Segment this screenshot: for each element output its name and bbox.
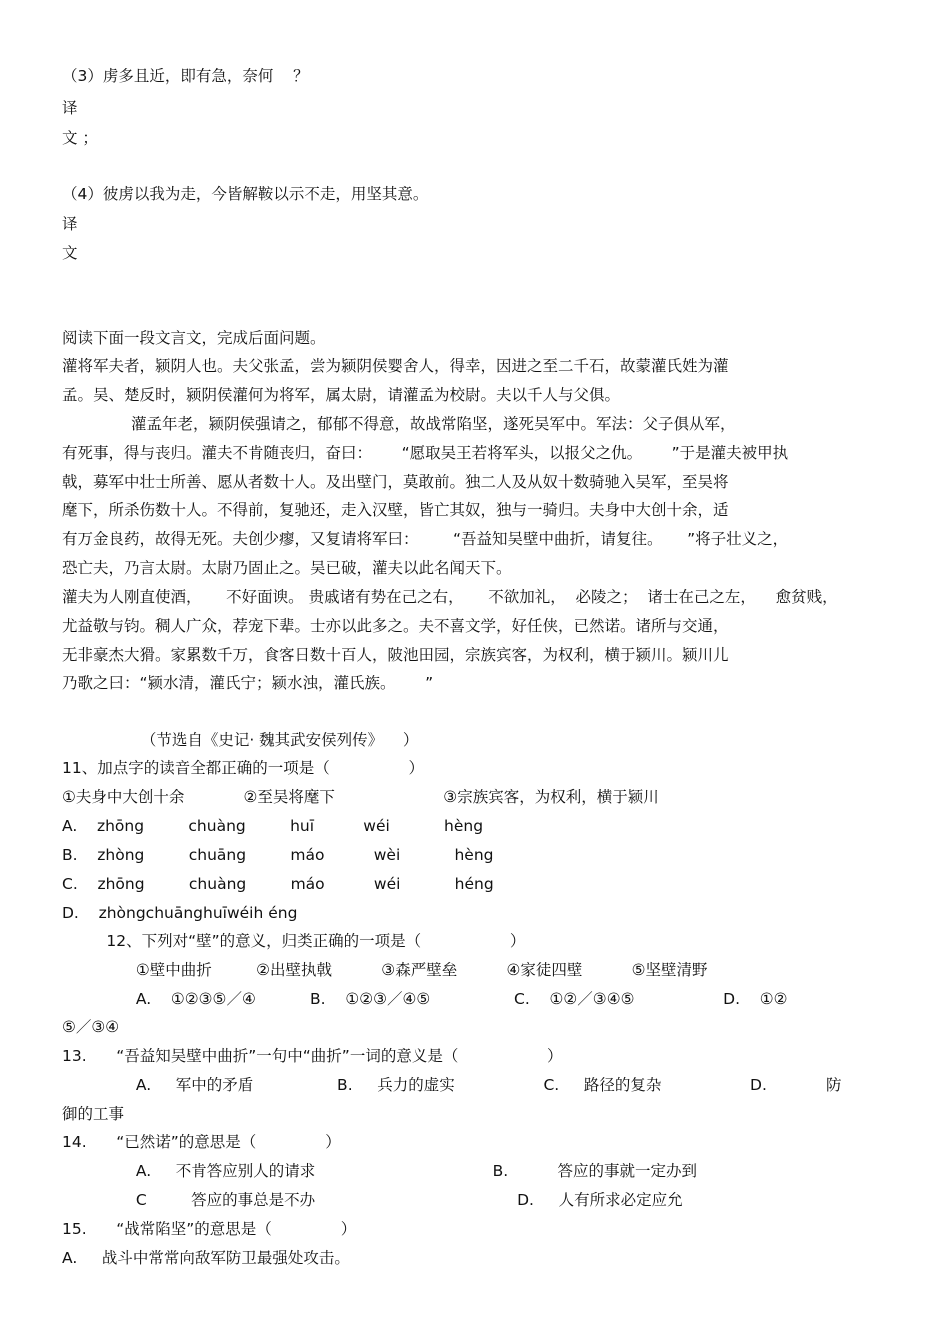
q11-option-d: D. zhòngchuānghuīwéih éng <box>62 904 298 922</box>
passage-line: 麾下，所杀伤数十人。不得前，复驰还，走入汉壁，皆亡其奴，独与一骑归。夫身中大创十余，适 <box>62 501 729 519</box>
passage-line: 有万金良药，故得无死。夫创少瘳，又复请将军曰： “吾益知吴壁中曲折，请复往。 ”将子壮义之， <box>62 530 789 548</box>
passage-line: 灌孟年老，颍阴侯强请之，郁郁不得意，故战常陷坚，遂死吴军中。军法：父子俱从军， <box>62 415 736 433</box>
passage-line: 有死事，得与丧归。灌夫不肯随丧归，奋曰： “愿取吴王若将军头，以报父之仇。 ”于是灌夫被甲执 <box>62 444 789 462</box>
q11-items: ①夫身中大创十余 ②至吴将麾下 ③宗族宾客，为权利，横于颍川 <box>62 788 659 806</box>
passage-line: 无非豪杰大猾。家累数千万，食客日数十百人，陂池田园，宗族宾客，为权利，横于颍川。颍川儿 <box>62 646 729 664</box>
q12-items: ①壁中曲折 ②出壁执戟 ③森严壁垒 ④家徒四壁 ⑤坚壁清野 <box>62 961 708 979</box>
passage-line: 孟。吴、楚反时，颍阴侯灌何为将军，属太尉，请灌孟为校尉。夫以千人与父俱。 <box>62 386 621 404</box>
q13-options-wrap: 御的工事 <box>62 1105 125 1123</box>
q11-option-a: A. zhōng chuàng huī wéi hèng <box>62 817 484 835</box>
q13-stem: 13. “吾益知吴壁中曲折”一句中“曲折”一词的意义是（ ） <box>62 1047 563 1065</box>
reading-instruction: 阅读下面一段文言文，完成后面问题。 <box>62 329 326 347</box>
passage-line: 灌夫为人刚直使酒， 不好面谀。 贵戚诸有势在己之右， 不欲加礼， 必陵之； 诸士在己之左， 愈贫贱， <box>62 588 838 606</box>
passage-line: 戟，募军中壮士所善、愿从者数十人。及出壁门，莫敢前。独二人及从奴十数骑驰入吴军，至吴将 <box>62 473 729 491</box>
q4-translation-label-1: 译 <box>62 215 78 233</box>
q14-options-ab: A. 不肯答应别人的请求 B. 答应的事就一定办到 <box>62 1162 698 1180</box>
q14-options-cd: C 答应的事总是不办 D. 人有所求必定应允 <box>62 1191 683 1209</box>
q3-translation-label-1: 译 <box>62 99 78 117</box>
q3-translation-label-2: 文 ； <box>62 129 98 147</box>
q11-option-b: B. zhòng chuāng máo wèi hèng <box>62 846 494 864</box>
q3-sentence: （3）虏多且近，即有急，奈何 ？ <box>62 67 309 85</box>
q12-options: A. ①②③⑤／④ B. ①②③／④⑤ C. ①②／③④⑤ D. ①② <box>62 990 788 1008</box>
q12-options-wrap: ⑤／③④ <box>62 1018 120 1036</box>
passage-line: 灌将军夫者，颍阴人也。夫父张孟，尝为颍阴侯婴舍人，得幸，因进之至二千石，故蒙灌氏姓为灌 <box>62 357 729 375</box>
q4-translation-label-2: 文 <box>62 244 78 262</box>
passage-source: （节选自《史记· 魏其武安侯列传》 ） <box>62 731 419 749</box>
passage-line: 恐亡夫，乃言太尉。太尉乃固止之。吴已破，灌夫以此名闻天下。 <box>62 559 512 577</box>
q15-stem: 15. “战常陷坚”的意思是（ ） <box>62 1220 357 1238</box>
q14-stem: 14. “已然诺”的意思是（ ） <box>62 1133 341 1151</box>
q12-stem: 12、下列对“壁”的意义，归类正确的一项是（ ） <box>62 932 526 950</box>
q11-option-c: C. zhōng chuàng máo wéi héng <box>62 875 494 893</box>
q11-stem: 11、加点字的读音全都正确的一项是（ ） <box>62 759 425 777</box>
q4-sentence: （4）彼虏以我为走，今皆解鞍以示不走，用坚其意。 <box>62 185 429 203</box>
passage-line: 尤益敬与钧。稠人广众，荐宠下辈。士亦以此多之。夫不喜文学，好任侠，已然诺。诸所与交通， <box>62 617 729 635</box>
passage-line: 乃歌之曰：“颍水清，灌氏宁；颍水浊，灌氏族。 ” <box>62 674 434 692</box>
q15-option-a: A. 战斗中常常向敌军防卫最强处攻击。 <box>62 1249 350 1267</box>
q13-options: A. 军中的矛盾 B. 兵力的虚实 C. 路径的复杂 D. 防 <box>62 1076 842 1094</box>
